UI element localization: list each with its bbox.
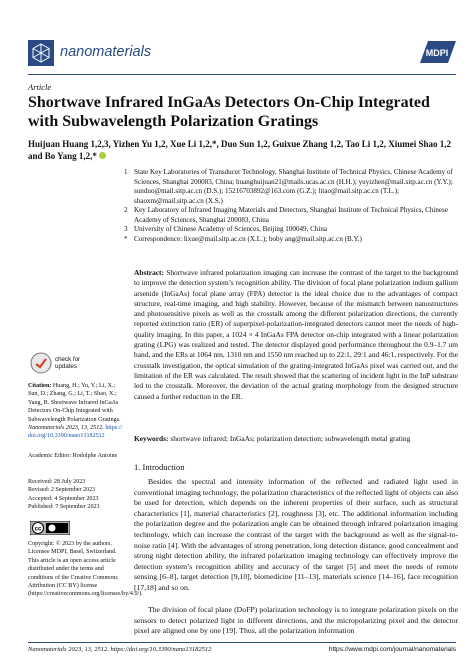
footer-divider: [28, 642, 456, 643]
footer-journal-link[interactable]: https://www.mdpi.com/journal/nanomaterials: [328, 646, 456, 653]
publication-dates: [28, 478, 123, 512]
publisher-name: MDPI: [425, 48, 449, 58]
svg-text:cc: cc: [34, 526, 42, 533]
mdpi-logo-icon: [420, 41, 456, 63]
check-updates-badge[interactable]: [30, 352, 110, 376]
citation-label: Citation:: [28, 383, 52, 389]
journal-name: nanomaterials: [60, 44, 152, 60]
section-heading: 1. Introduction: [134, 462, 185, 472]
abstract: [134, 268, 458, 402]
citation-block: [28, 382, 123, 441]
published-date: Published: 7 September 2023: [28, 504, 100, 511]
check-updates-label: check for updates: [55, 356, 81, 370]
abstract-text: Shortwave infrared polarization imaging can increase the contrast of the target to the background to improve the detection system’s recognition ability. The division of focal plane polarization indium gallium arsenide (InGaAs) focal plane array (FPA) detector is the ideal choice due to the advantages of compact structure, real-time imaging, and high stability. However, because of the mismatch between nanostructures and photosensitive pixels as well as the crosstalk among the different polarization directions, the currently reported extinction ratio (ER) of superpixel-polarization-integrated detectors cannot meet the needs of high-quality imaging. In this paper, a 1024 × 4 InGaAs FPA detector on-chip integrated with a linear polarization grating (LPG) was realized and tested. The detector displayed good performance throughout the 0.9–1.7 um band, and the ERs at 1064 nm, 1310 nm and 1550 nm reached up to 22:1, 29:1 and 46:1, respectively. For the crosstalk investigation, the optical simulation of the grating-integrated InGaAs pixel was carried out, and the limitation of the ER was calculated. The result showed that the scattering of incident light in the InP substrate led to the crosstalk. Moreover, the deviation of the actual grating morphology from the designed structure caused a further reduction in the ER.: [134, 268, 458, 401]
orcid-icon[interactable]: [99, 152, 106, 159]
author-list: [28, 138, 458, 162]
citation-doi-link[interactable]: https://doi.org/10.3390/nano13182512: [28, 425, 123, 440]
received-date: Received: 28 July 2023: [28, 479, 86, 485]
intro-paragraph-1: Besides the spectral and intensity information of the reflected and radiated light used in conventional imaging technology, the polarization characteristics of the reflected light of objects can also be used for detection, which depends on the inherent properties of their surface, such as structural characteristics [1], material characteristics [2], roughness [3], etc. The additional information including the polarization degree and the polarization angle can be obtained through infrared polarization imaging technology, which can increase the contrast of the target with the background as well as the signal-to-noise ratio [4]. With the advantages of strong penetration, long detection distance, good concealment and strong night detection ability, the infrared polarization imaging technology can effectively improve the detection system’s recognition ability and accuracy of the target [5] and meet the needs of remote sensing [6–8], target detection [9,10], biomedicine [11–13], materials science [14–16], face recognition [17,18] and so on.: [134, 477, 458, 592]
footer-citation: Nanomaterials 2023, 13, 2512. https://doi.org/10.3390/nano13182512: [28, 646, 212, 653]
affiliation-3: 3 University of Chinese Academy of Sciences, Beijing 100049, China: [124, 225, 328, 233]
keywords-label: Keywords:: [134, 434, 169, 443]
affiliation-1: 1 State Key Laboratories of Transducer Technology, Shanghai Institute of Technical Physics, Chinese Academy of Sciences, Shanghai 200083, China; huanghuijuan21@mails.ucas.ac.cn (H.H.); yuyizhen@mail.sitp.ac.cn (Y.Y.); sunduo@mail.sitp.ac.cn (D.S.); 15216703892@163.com (G.Z.); litao@mail.sitp.ac.cn (T.L.); shaoxm@mail.sitp.ac.cn (X.S.): [124, 168, 453, 205]
accepted-date: Accepted: 4 September 2023: [28, 495, 99, 502]
intro-paragraph-2: The division of focal plane (DoFP) polarization technology is to integrate polarization pixels on the sensors to detect polarized light in different directions, and the micropolarizing pixel and the detector pixel are aligned one by one [19]. Thus, all the polarization information: [134, 605, 458, 636]
paper-title: Shortwave Infrared InGaAs Detectors On-Chip Integrated with Subwavelength Polarization Gratings: [28, 94, 430, 130]
article-type: Article: [28, 82, 52, 92]
keywords-text: shortwave infrared; InGaAs; polarization detection; subwavelength metal grating: [170, 434, 411, 443]
citation-journal: Nanomaterials 2023, 13, 2512.: [28, 425, 104, 432]
academic-editor: Academic Editor: Rodolphe Antoine: [28, 453, 118, 459]
keywords: [134, 434, 458, 444]
copyright-notice: Copyright: © 2023 by the authors. Licensee MDPI, Basel, Switzerland. This article is an open access article distributed under the terms and conditions of the Creative Commons Attribution (CC BY) license (https://creativecommons.org/licenses/by/4.0/).: [28, 541, 143, 598]
revised-date: Revised: 2 September 2023: [28, 487, 96, 494]
abstract-label: Abstract:: [134, 268, 164, 277]
citation-text: Huang, H.; Yu, Y.; Li, X.; Sun, D.; Zhang, G.; Li, T.; Shao, X.; Yang, B. Shortwave Infrared InGaAs Detectors On-Chip Integrated with Subwavelength Polarization Gratings.: [28, 383, 121, 423]
affiliation-2: 2 Key Laboratory of Infrared Imaging Materials and Detectors, Shanghai Institute of Technical Physics, Chinese Academy of Sciences, Shanghai 200083, China: [124, 206, 448, 224]
journal-logo-icon: [28, 40, 54, 66]
cc-by-license-icon[interactable]: [30, 521, 70, 535]
correspondence: * Correspondence: lixue@mail.sitp.ac.cn (X.L.); boby ang@mail.sitp.ac.cn (B.Y.): [124, 235, 362, 243]
check-updates-icon: [30, 352, 52, 374]
authors-line-1: Huijuan Huang 1,2,3, Yizhen Yu 1,2, Xue Li 1,2,*, Duo Sun 1,2, Guixue Zhang 1,2, Tao Li 1,2, Xiumei Shao 1,2: [28, 139, 452, 149]
authors-line-2: and Bo Yang 1,2,*: [28, 151, 97, 161]
header-divider: [28, 74, 456, 75]
